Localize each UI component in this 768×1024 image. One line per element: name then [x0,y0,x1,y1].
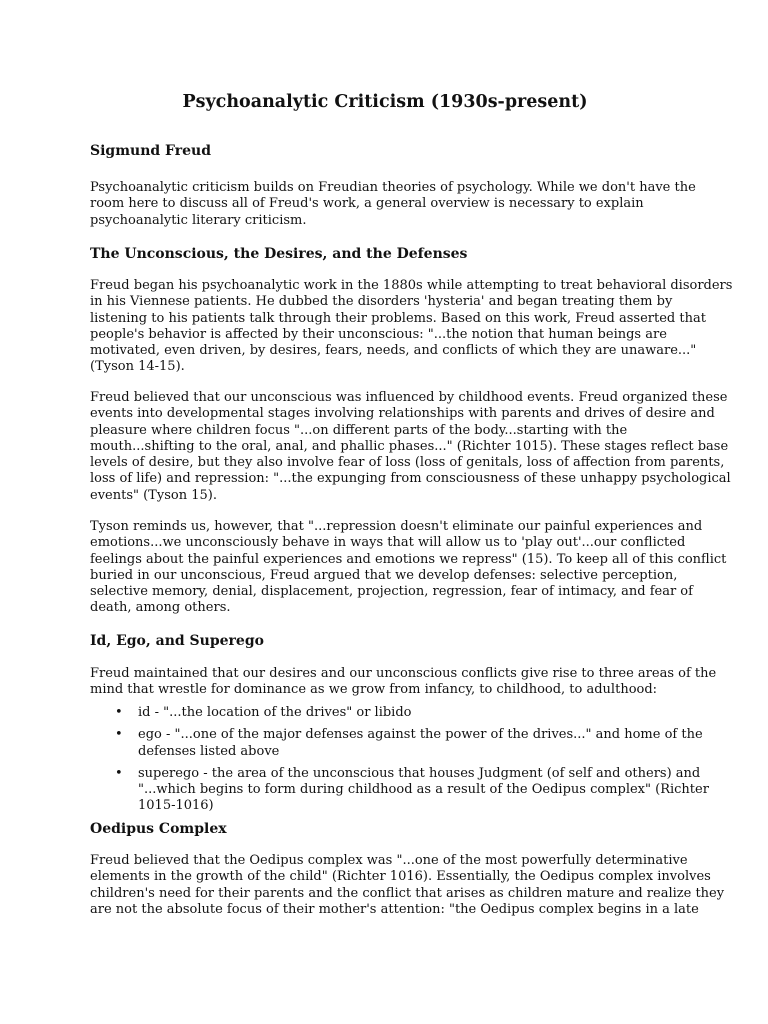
paragraph-unconscious-2: Freud believed that our unconscious was influenced by childhood events. Freud organized these events into developmental stages involving relationships with parents and drives of desire and pleasure where children focus "...on different parts of the body...starting with the mouth...shifting to the oral, anal, and phallic phases..." (Richter 1015). These stages reflect base levels of desire, but they also involve fear of loss (loss of genitals, loss of affection from parents, loss of life) and repression: "...the expunging from consciousness of these unhappy psychological events" (Tyson 15). [90,390,731,503]
document-title: Psychoanalytic Criticism (1930s-present) [182,92,588,112]
list-item-ego: • ego - "...one of the major defenses against the power of the drives..." and home of the defenses listed above [115,727,703,759]
section-heading-oedipus-complex: Oedipus Complex [90,821,227,837]
paragraph-intro: Psychoanalytic criticism builds on Freudian theories of psychology. While we don't have the room here to discuss all of Freud's work, a general overview is necessary to explain psychoanalytic literary criticism. [90,180,696,228]
section-heading-unconscious: The Unconscious, the Desires, and the Defenses [90,246,468,262]
bullet-marker: • [115,765,123,781]
section-heading-sigmund-freud: Sigmund Freud [90,143,211,159]
section-heading-id-ego-superego: Id, Ego, and Superego [90,633,264,649]
list-item-id: • id - "...the location of the drives" or libido [115,705,412,720]
list-item-superego: • superego - the area of the unconscious that houses Judgment (of self and others) and "...which begins to form during childhood as a result of the Oedipus complex" (Richter 1015-1016) [115,765,709,814]
bullet-list-psyche-areas [90,705,709,821]
bullet-marker: • [115,727,123,743]
paragraph-unconscious-3: Tyson reminds us, however, that "...repression doesn't eliminate our painful experiences and emotions...we unconsciously behave in ways that will allow us to 'play out'...our conflicted feelings about the painful experiences and emotions we repress" (15). To keep all of this conflict buried in our unconscious, Freud argued that we develop defenses: selective perception, selective memory, denial, displacement, projection, regression, fear of intimacy, and fear of death, among others. [90,519,727,616]
bullet-marker: • [115,705,123,720]
paragraph-unconscious-1: Freud began his psychoanalytic work in the 1880s while attempting to treat behavioral disorders in his Viennese patients. He dubbed the disorders 'hysteria' and began treating them by listening to his patients talk through their problems. Based on this work, Freud asserted that people's behavior is affected by their unconscious: "...the notion that human beings are motivated, even driven, by desires, fears, needs, and conflicts of which they are unaware..." (Tyson 14-15). [90,278,733,375]
paragraph-oedipus: Freud believed that the Oedipus complex was "...one of the most powerfully determinative elements in the growth of the child" (Richter 1016). Essentially, the Oedipus complex involves children's need for their parents and the conflict that arises as children mature and realize they are not the absolute focus of their mother's attention: "the Oedipus complex begins in a late [90,853,725,917]
paragraph-id-ego: Freud maintained that our desires and our unconscious conflicts give rise to three areas of the mind that wrestle for dominance as we grow from infancy, to childhood, to adulthood: [90,666,717,698]
